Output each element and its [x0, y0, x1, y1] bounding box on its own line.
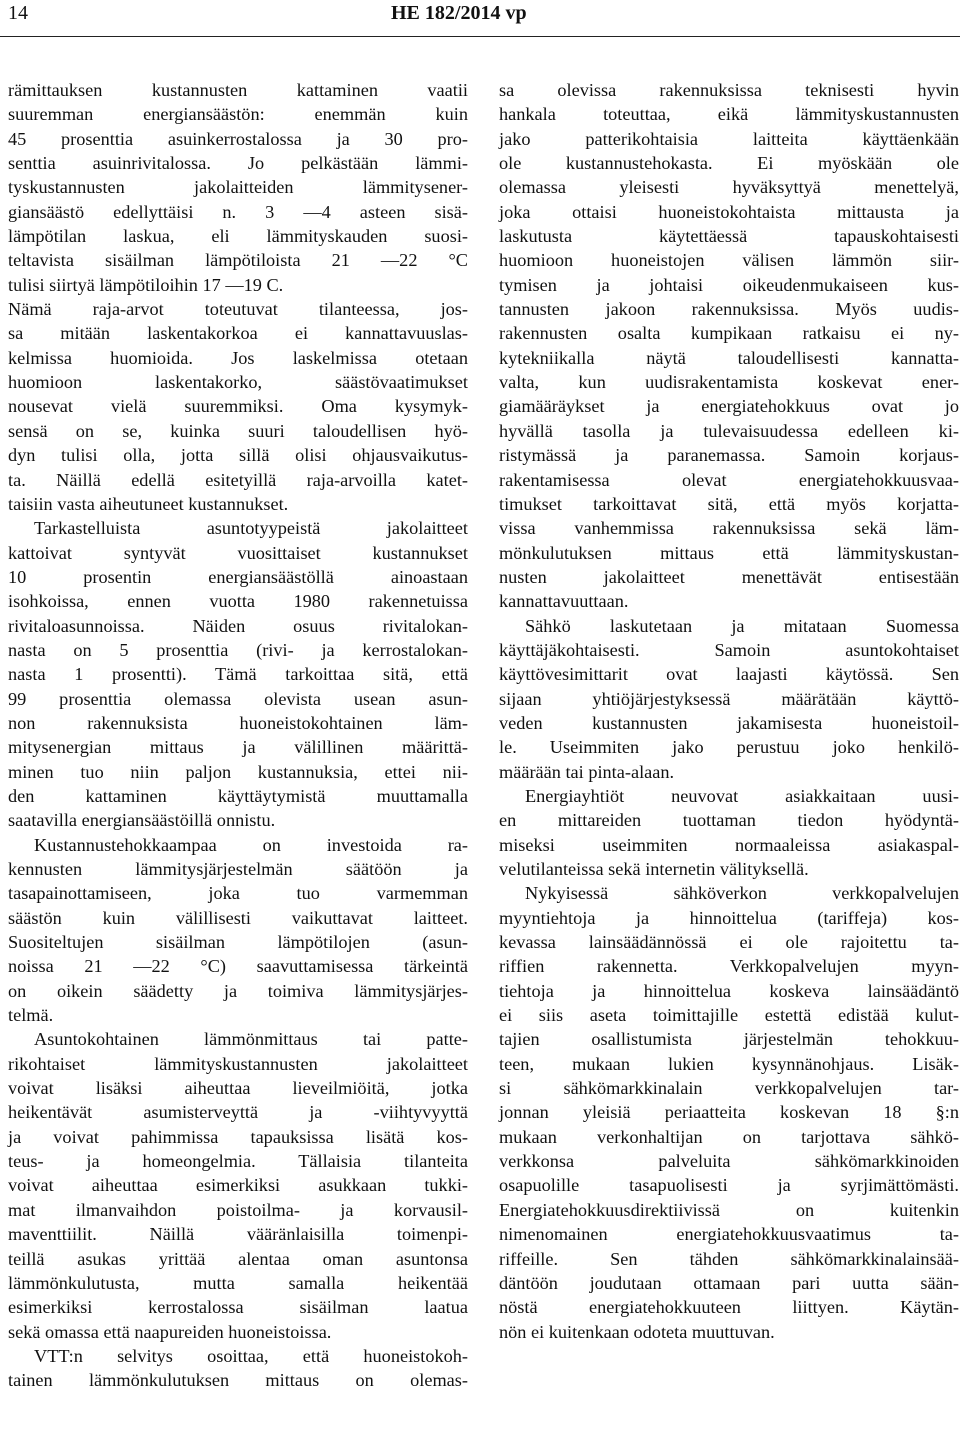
text-line: Asuntokohtainen lämmönmittaus tai patte-	[34, 1029, 468, 1050]
text-line: ja voivat pahimmissa tapauksissa lisätä kos-	[8, 1126, 468, 1147]
text-line: telmä.	[8, 1005, 54, 1026]
text-line: velutilanteissa sekä internetin välityksellä.	[499, 859, 809, 879]
text-line: mat ilmanvaihdon poistoilma- ja korvausil-	[8, 1199, 468, 1220]
text-line: joka ottaisi huoneistokohtaista mittausta ja	[499, 201, 959, 222]
text-line: Energiatehokkuusdirektiivissä on kuitenkin	[499, 1199, 959, 1220]
text-line: mönkulutuksen mittaus että lämmityskustan-	[499, 542, 959, 563]
text-line: käyttövesimittarit ovat laajasti käytössä. Sen	[499, 664, 959, 685]
text-line: kannattavuuttaan.	[499, 591, 629, 612]
text-line: teillä asukas yrittää alentaa oman asuntonsa	[8, 1248, 468, 1269]
text-line: nön ei kuitenkaan odoteta muuttuvan.	[499, 1321, 775, 1342]
text-line: Sähkö laskutetaan ja mitataan Suomessa	[525, 615, 959, 636]
text-line: hankala toteuttaa, eikä lämmityskustannusten	[499, 104, 959, 125]
text-line: kennusten lämmitysjärjestelmän säätöön ja	[8, 859, 468, 879]
text-line: timukset tarkoittavat sitä, että myös korjatta-	[499, 493, 959, 514]
text-line: nasta on 5 prosenttia (rivi- ja kerrostalokan-	[8, 639, 468, 660]
text-line: teen, mukaan lukien kysynnänohjaus. Lisäk-	[499, 1053, 959, 1074]
text-line: rivitaloasunnoissa. Näiden osuus rivitalokan-	[8, 615, 468, 636]
text-line: vissa vanhemmissa rakennuksissa sekä läm-	[499, 518, 959, 539]
text-line: noissa 21 —22 °C) saavuttamisessa tärkeintä	[8, 956, 468, 977]
text-line: määrään tai pinta-alaan.	[499, 761, 675, 782]
text-line: voivat lisäksi aiheuttaa lieveilmiöitä, jotka	[8, 1078, 468, 1099]
text-line: taisiin vasta aiheutuneet kustannukset.	[8, 493, 289, 514]
right-text-column	[499, 78, 959, 1344]
text-line: Tarkastelluista asuntotyypeistä jakolaitteet	[34, 518, 468, 539]
text-line: tajien osallistumista järjestelmän tehokkuu-	[499, 1029, 959, 1050]
document-id: HE 182/2014 vp	[391, 2, 527, 24]
text-line: Nykyisessä sähköverkon verkkopalvelujen	[525, 883, 959, 904]
text-line: en mittareiden tuottaman tiedon hyödyntä-	[499, 810, 959, 831]
text-line: nimenomainen energiatehokkuusvaatimus ta-	[499, 1224, 959, 1245]
text-line: nusten jakolaitteet menettävät entisestään	[499, 566, 959, 587]
text-line: veden kustannusten jakamisesta huoneistoil-	[499, 712, 959, 733]
text-line: huomioon laskentakorko, säästövaatimukset	[8, 372, 468, 393]
text-line: ei siis aseta toimittajille estettä edistää kulut-	[499, 1005, 959, 1026]
text-line: kevassa lainsäädännössä ei ole rajoitettu ta-	[499, 932, 959, 953]
text-line: 10 prosentin energiansäästöllä ainoastaan	[8, 566, 468, 587]
text-line: non rakennuksista huoneistokohtainen läm-	[8, 712, 468, 733]
text-line: giansäästö edellyttäisi n. 3 —4 asteen sisä-	[8, 201, 468, 222]
text-line: den kattaminen käyttäytymistä muuttamalla	[8, 785, 468, 806]
text-line: tyskustannusten jakolaitteiden lämmitysener-	[8, 177, 468, 198]
text-line: nöstä energiatehokkuuteen liittyen. Käytän-	[499, 1297, 959, 1318]
text-line: nasta 1 prosentti). Tämä tarkoittaa sitä, että	[8, 664, 468, 685]
header-rule	[0, 36, 960, 37]
text-line: isohkoissa, ennen vuotta 1980 rakennetuissa	[8, 591, 468, 612]
text-line: miseksi useimmiten normaaleissa asiakaspal-	[499, 834, 959, 855]
page-number: 14	[8, 2, 28, 24]
text-line: esimerkiksi kerrostalossa sisäilman laatua	[8, 1297, 468, 1318]
text-line: kelmissa huomioida. Jos laskelmissa otetaan	[8, 347, 468, 368]
text-line: käyttäjäkohtaisesti. Samoin asuntokohtaiset	[499, 639, 959, 660]
text-line: maventtiilit. Näillä vääränlaisilla toimenpi-	[8, 1224, 468, 1245]
text-line: rikohtaiset lämmityskustannusten jakolaitteet	[8, 1053, 468, 1074]
text-line: si sähkömarkkinalain verkkopalvelujen tar-	[499, 1078, 959, 1099]
text-line: däntöön joudutaan ottamaan pari uutta sään-	[499, 1272, 959, 1293]
text-line: senttia asuinrivitalossa. Jo pelkästään lämmi-	[8, 153, 468, 174]
text-line: teus- ja homeongelmia. Tällaisia tilanteita	[8, 1151, 468, 1172]
text-line: osapuolille tasapuolisesti ja syrjimättömästi.	[499, 1175, 959, 1196]
text-line: 45 prosenttia asuinkerrostalossa ja 30 pro-	[8, 128, 468, 149]
text-line: giamääräykset ja energiatehokkuus ovat jo	[499, 396, 959, 417]
text-line: verkkonsa palveluita sähkömarkkinoiden	[499, 1151, 959, 1172]
text-line: valta, kun uudisrakentamista koskevat ener-	[499, 372, 959, 393]
text-line: huomioon huoneistojen välisen lämmön siir-	[499, 250, 959, 271]
text-line: olemassa yleisesti hyväksyttyä menettelyä,	[499, 177, 959, 198]
text-line: rämittauksen kustannusten kattaminen vaatii	[8, 80, 468, 100]
text-line: kytekniikalla näytä taloudellisesti kannatta-	[499, 347, 959, 368]
text-line: minen tuo niin paljon kustannuksia, ettei nii-	[8, 761, 468, 782]
text-line: kattoivat syntyvät vuosittaiset kustannukset	[8, 542, 468, 563]
text-line: sekä omassa että naapureiden huoneistoissa.	[8, 1321, 332, 1342]
text-line: voivat aiheuttaa esimerkiksi asukkaan tukki-	[8, 1175, 468, 1196]
text-line: tannusten jakoon rakennuksissa. Myös uudis-	[499, 299, 959, 320]
text-line: riffeille. Sen tähden sähkömarkkinalainsää-	[499, 1248, 959, 1269]
text-line: tymisen ja johtaisi oikeudenmukaiseen kus-	[499, 274, 959, 295]
text-line: heikentävät asumisterveyttä ja -viihtyvyyttä	[8, 1102, 468, 1123]
text-line: jonnan yleisiä periaatteita koskevan 18 §:n	[499, 1102, 959, 1123]
text-line: mukaan verkonhaltijan on tarjottava sähkö-	[499, 1126, 959, 1147]
text-line: teltavista sisäilman lämpötiloista 21 —22 °C	[8, 250, 468, 271]
text-line: Kustannustehokkaampaa on investoida ra-	[34, 834, 468, 855]
text-line: sijaan yhtiöjärjestyksessä määrätään käyttö-	[499, 688, 959, 709]
text-line: ole kustannustehokasta. Ei myöskään ole	[499, 153, 959, 174]
text-line: le. Useimmiten jako perustuu joko henkilö-	[499, 737, 959, 758]
text-line: Suositeltujen sisäilman lämpötilojen (asun-	[8, 932, 468, 953]
text-line: saatavilla energiansäästöillä onnistu.	[8, 810, 276, 831]
text-line: lämmönkulutusta, mutta samalla heikentää	[8, 1272, 468, 1293]
text-line: riffien rakennetta. Verkkopalvelujen myyn-	[499, 956, 959, 977]
text-line: suuremman energiansäästön: enemmän kuin	[8, 104, 468, 125]
text-line: sensä on se, kuinka suuri taloudellisen hyö-	[8, 420, 468, 441]
text-line: lämpötilan laskua, eli lämmityskauden suosi-	[8, 226, 468, 247]
text-line: laskutusta käytettäessä tapauskohtaisesti	[499, 226, 959, 247]
text-line: on oikein säädetty ja toimiva lämmitysjärjes-	[8, 980, 468, 1001]
text-line: tiehtoja ja hinnoittelua koskeva lainsäädäntö	[499, 980, 959, 1001]
text-line: säästön kuin välillisesti vaikuttavat laitteet.	[8, 907, 468, 928]
text-line: VTT:n selvitys osoittaa, että huoneistokoh-	[34, 1345, 468, 1366]
text-line: ta. Näillä edellä esitetyillä raja-arvoilla katet-	[8, 469, 468, 490]
left-text-column	[8, 78, 468, 1393]
text-line: myyntiehtoja ja hinnoittelua (tariffeja) kos-	[499, 907, 959, 928]
text-line: sa olevissa rakennuksissa teknisesti hyvin	[499, 80, 959, 100]
text-line: tulisi siirtyä lämpötiloihin 17 —19 C.	[8, 274, 284, 295]
text-line: tainen lämmönkulutuksen mittaus on olemas-	[8, 1370, 468, 1391]
text-line: Nämä raja-arvot toteutuvat tilanteessa, jos-	[8, 299, 468, 320]
text-line: tasapainottamiseen, joka tuo varmemman	[8, 883, 468, 904]
text-line: rakentamisessa olevat energiatehokkuusvaa-	[499, 469, 959, 490]
text-line: ristymässä ja paranemassa. Samoin korjaus-	[499, 445, 959, 466]
text-line: jako patterikohtaisia laitteita käyttäenkään	[499, 128, 959, 149]
text-line: Energiayhtiöt neuvovat asiakkaitaan uusi-	[525, 785, 959, 806]
text-line: 99 prosenttia olemassa olevista usean asun-	[8, 688, 468, 709]
text-line: nousevat vielä suuremmiksi. Oma kysymyk-	[8, 396, 468, 417]
text-line: mitysenergian mittaus ja välillinen määrittä-	[8, 737, 468, 758]
page-header	[0, 0, 960, 30]
text-line: hyvällä tasolla ja tulevaisuudessa edelleen ki-	[499, 420, 959, 441]
text-line: sa mitään laskentakorkoa ei kannattavuuslas-	[8, 323, 468, 344]
text-line: rakennusten osalta kumpikaan ratkaisu ei ny-	[499, 323, 959, 344]
text-line: dyn tulisi olla, jotta sillä olisi ohjausvaikutus-	[8, 445, 468, 466]
